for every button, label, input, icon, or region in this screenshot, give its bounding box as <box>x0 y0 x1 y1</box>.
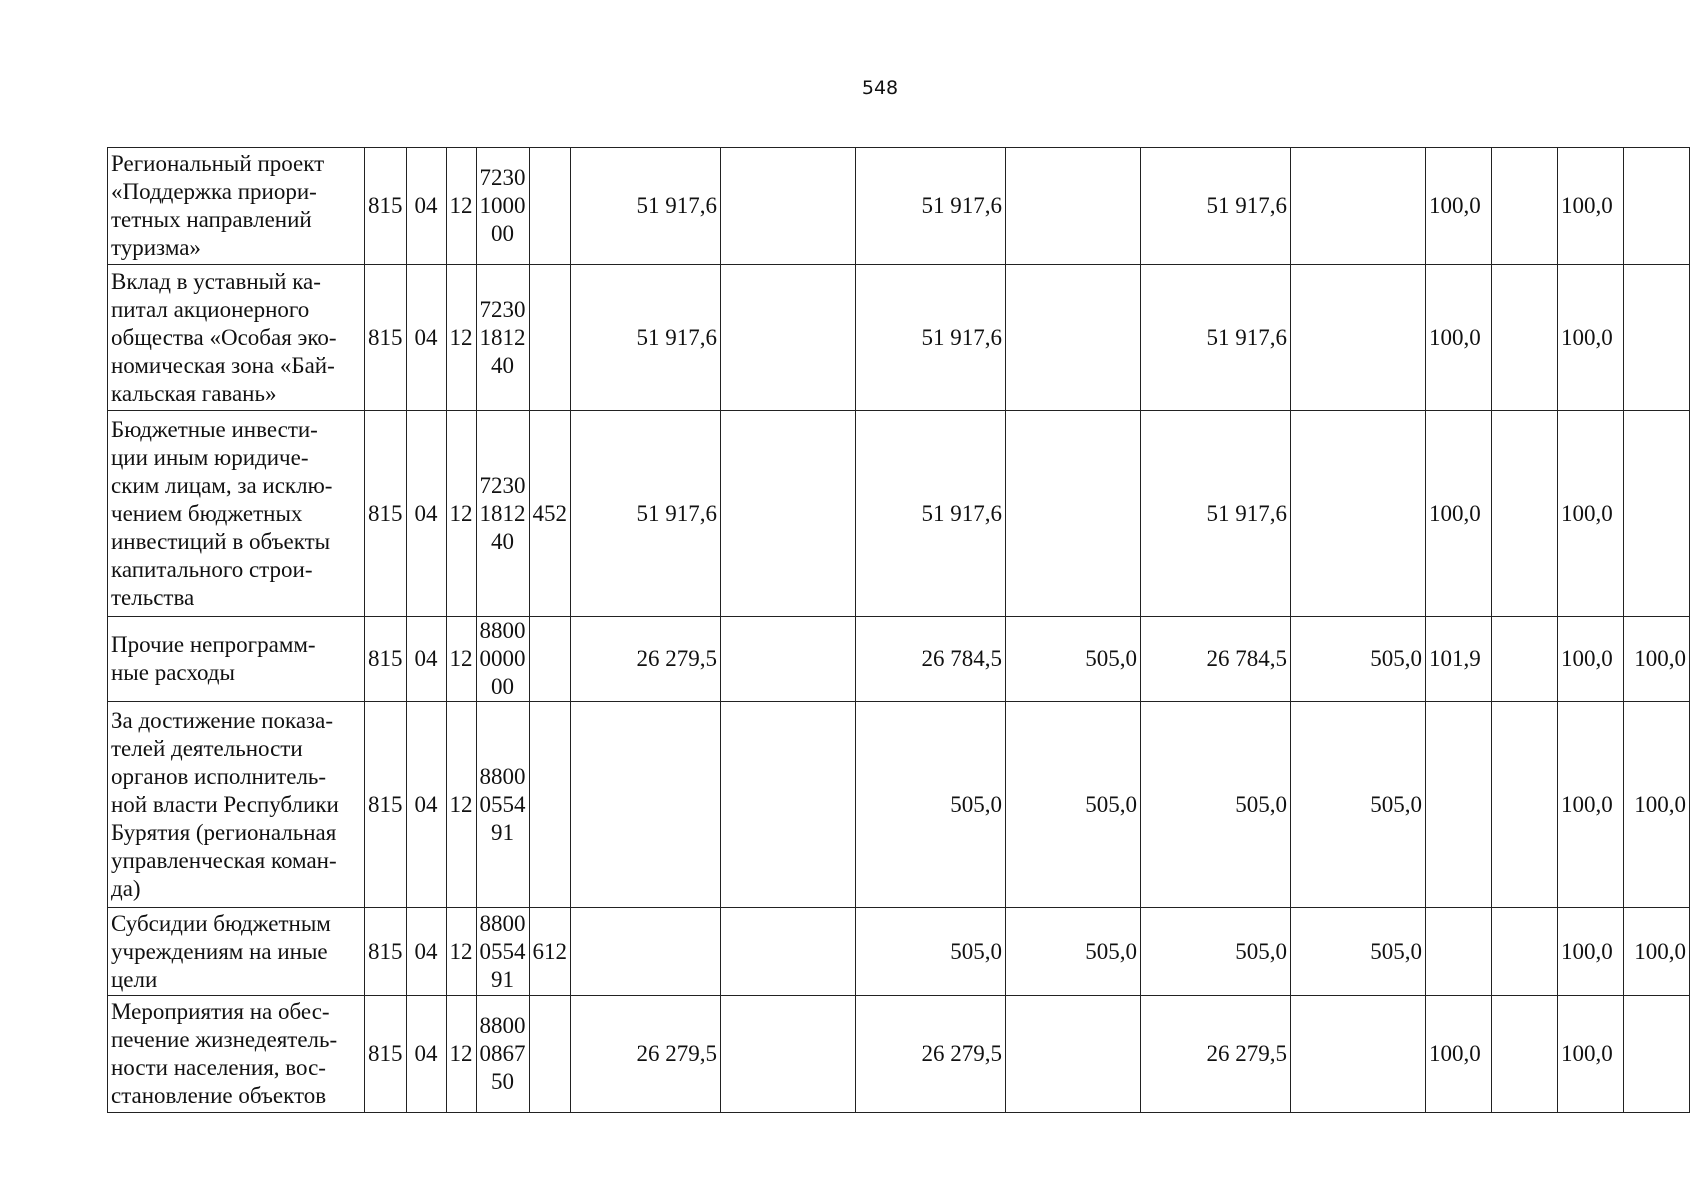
row-name-line: Субсидии бюджетным <box>111 910 331 936</box>
amount-4 <box>1006 996 1141 1113</box>
row-name-line: ским лицам, за исклю- <box>111 472 333 498</box>
amount-3: 505,0 <box>856 908 1006 996</box>
percent-2 <box>1492 908 1558 996</box>
row-name <box>108 908 365 996</box>
percent-2 <box>1492 265 1558 411</box>
code-csr <box>476 617 529 702</box>
percent-3: 100,0 <box>1558 908 1624 996</box>
code-csr-line: 00 <box>491 221 514 246</box>
percent-4 <box>1624 411 1690 617</box>
amount-5: 26 279,5 <box>1141 996 1291 1113</box>
amount-1 <box>571 908 721 996</box>
amount-6 <box>1291 996 1426 1113</box>
row-name-line: ности населения, вос- <box>111 1055 326 1080</box>
amount-2 <box>721 702 856 908</box>
code-gr: 815 <box>365 148 407 265</box>
amount-3: 51 917,6 <box>856 265 1006 411</box>
percent-2 <box>1492 148 1558 265</box>
row-name-line: органов исполнитель- <box>111 763 327 789</box>
code-pr: 12 <box>446 617 476 702</box>
budget-table <box>107 147 1690 1113</box>
row-name-line: Прочие непрограмм- <box>111 632 316 657</box>
row-name-line: учреждениям на иные <box>111 938 328 964</box>
percent-2 <box>1492 617 1558 702</box>
row-name-line: цели <box>111 966 158 992</box>
row-name-line: питал акционерного <box>111 296 310 322</box>
code-pr: 12 <box>446 148 476 265</box>
amount-1: 26 279,5 <box>571 617 721 702</box>
row-name-line: ной власти Республики <box>111 791 339 817</box>
percent-3: 100,0 <box>1558 411 1624 617</box>
row-name <box>108 148 365 265</box>
row-name <box>108 265 365 411</box>
code-gr: 815 <box>365 617 407 702</box>
table-row <box>108 908 1690 996</box>
amount-1: 51 917,6 <box>571 411 721 617</box>
amount-3: 505,0 <box>856 702 1006 908</box>
row-name-line: тельства <box>111 584 195 610</box>
code-csr-line: 7230 <box>479 165 526 190</box>
row-name-line: Вклад в уставный ка- <box>111 268 321 294</box>
row-name-line: Бурятия (региональная <box>111 819 337 845</box>
row-name <box>108 411 365 617</box>
amount-2 <box>721 148 856 265</box>
table-row <box>108 617 1690 702</box>
code-csr <box>476 908 529 996</box>
code-rz: 04 <box>406 411 446 617</box>
code-csr-line: 91 <box>491 966 514 992</box>
code-rz: 04 <box>406 617 446 702</box>
code-vr: 452 <box>529 411 571 617</box>
code-csr-line: 1812 <box>479 324 526 350</box>
amount-1: 51 917,6 <box>571 265 721 411</box>
row-name-line: управленческая коман- <box>111 847 337 873</box>
code-csr-line: 1812 <box>479 500 526 526</box>
code-csr <box>476 265 529 411</box>
percent-2 <box>1492 411 1558 617</box>
amount-3: 51 917,6 <box>856 411 1006 617</box>
amount-3: 51 917,6 <box>856 148 1006 265</box>
row-name-line: чением бюджетных <box>111 500 303 526</box>
percent-1: 101,9 <box>1426 617 1492 702</box>
row-name-line: становление объектов <box>111 1083 327 1108</box>
percent-1 <box>1426 908 1492 996</box>
percent-3: 100,0 <box>1558 148 1624 265</box>
amount-2 <box>721 996 856 1113</box>
row-name-line: ные расходы <box>111 660 235 685</box>
code-csr <box>476 702 529 908</box>
percent-4 <box>1624 996 1690 1113</box>
row-name-line: общества «Особая эко- <box>111 324 337 350</box>
percent-3: 100,0 <box>1558 702 1624 908</box>
amount-1: 26 279,5 <box>571 996 721 1113</box>
amount-2 <box>721 265 856 411</box>
row-name <box>108 996 365 1113</box>
code-rz: 04 <box>406 908 446 996</box>
row-name-line: За достижение показа- <box>111 707 333 733</box>
row-name-line: «Поддержка приори- <box>111 179 317 204</box>
code-csr-line: 8800 <box>479 618 526 643</box>
code-csr-line: 8800 <box>479 910 526 936</box>
code-csr <box>476 411 529 617</box>
amount-4: 505,0 <box>1006 617 1141 702</box>
amount-6 <box>1291 265 1426 411</box>
row-name-line: ции иным юридиче- <box>111 444 309 470</box>
amount-5: 26 784,5 <box>1141 617 1291 702</box>
amount-5: 51 917,6 <box>1141 265 1291 411</box>
code-vr: 612 <box>529 908 571 996</box>
amount-6 <box>1291 411 1426 617</box>
amount-4: 505,0 <box>1006 908 1141 996</box>
code-pr: 12 <box>446 411 476 617</box>
amount-2 <box>721 411 856 617</box>
code-csr <box>476 996 529 1113</box>
amount-2 <box>721 908 856 996</box>
row-name-line: кальская гавань» <box>111 380 277 406</box>
code-csr-line: 8800 <box>479 1013 526 1038</box>
percent-3: 100,0 <box>1558 265 1624 411</box>
percent-3: 100,0 <box>1558 617 1624 702</box>
code-csr-line: 0554 <box>479 791 526 817</box>
code-csr-line: 50 <box>491 1069 514 1094</box>
row-name-line: Региональный проект <box>111 151 325 176</box>
code-csr-line: 40 <box>491 528 514 554</box>
row-name-line: Мероприятия на обес- <box>111 999 330 1024</box>
percent-1: 100,0 <box>1426 996 1492 1113</box>
amount-1 <box>571 702 721 908</box>
amount-3: 26 784,5 <box>856 617 1006 702</box>
percent-1 <box>1426 702 1492 908</box>
row-name-line: туризма» <box>111 235 201 260</box>
percent-1: 100,0 <box>1426 148 1492 265</box>
code-csr-line: 0554 <box>479 938 526 964</box>
code-csr-line: 8800 <box>479 763 526 789</box>
code-rz: 04 <box>406 148 446 265</box>
percent-3: 100,0 <box>1558 996 1624 1113</box>
percent-4 <box>1624 265 1690 411</box>
code-csr-line: 1000 <box>479 193 526 218</box>
amount-6 <box>1291 148 1426 265</box>
amount-4 <box>1006 148 1141 265</box>
amount-4 <box>1006 411 1141 617</box>
amount-5: 51 917,6 <box>1141 148 1291 265</box>
code-csr-line: 91 <box>491 819 514 845</box>
amount-6: 505,0 <box>1291 617 1426 702</box>
code-vr <box>529 148 571 265</box>
code-csr-line: 0000 <box>479 646 526 671</box>
amount-5: 51 917,6 <box>1141 411 1291 617</box>
percent-1: 100,0 <box>1426 265 1492 411</box>
code-vr <box>529 617 571 702</box>
code-csr-line: 0867 <box>479 1041 526 1066</box>
code-pr: 12 <box>446 265 476 411</box>
code-gr: 815 <box>365 265 407 411</box>
table-row <box>108 996 1690 1113</box>
code-vr <box>529 702 571 908</box>
percent-4: 100,0 <box>1624 702 1690 908</box>
row-name-line: номическая зона «Бай- <box>111 352 335 378</box>
code-rz: 04 <box>406 265 446 411</box>
code-gr: 815 <box>365 908 407 996</box>
code-csr-line: 7230 <box>479 296 526 322</box>
amount-6: 505,0 <box>1291 702 1426 908</box>
percent-2 <box>1492 996 1558 1113</box>
amount-5: 505,0 <box>1141 908 1291 996</box>
amount-1: 51 917,6 <box>571 148 721 265</box>
row-name-line: Бюджетные инвести- <box>111 416 318 442</box>
percent-1: 100,0 <box>1426 411 1492 617</box>
row-name <box>108 617 365 702</box>
table-row <box>108 265 1690 411</box>
code-pr: 12 <box>446 908 476 996</box>
percent-4: 100,0 <box>1624 908 1690 996</box>
row-name-line: телей деятельности <box>111 735 303 761</box>
percent-2 <box>1492 702 1558 908</box>
code-csr-line: 7230 <box>479 472 526 498</box>
page-number: 548 <box>861 77 899 99</box>
row-name-line: печение жизнедеятель- <box>111 1027 338 1052</box>
percent-4: 100,0 <box>1624 617 1690 702</box>
code-gr: 815 <box>365 411 407 617</box>
code-csr-line: 40 <box>491 352 514 378</box>
table-body <box>108 148 1690 1113</box>
row-name-line: тетных направлений <box>111 207 312 232</box>
code-vr <box>529 265 571 411</box>
code-rz: 04 <box>406 702 446 908</box>
code-gr: 815 <box>365 996 407 1113</box>
row-name <box>108 702 365 908</box>
code-pr: 12 <box>446 996 476 1113</box>
row-name-line: капитального строи- <box>111 556 313 582</box>
amount-3: 26 279,5 <box>856 996 1006 1113</box>
row-name-line: да) <box>111 875 141 901</box>
amount-4: 505,0 <box>1006 702 1141 908</box>
code-pr: 12 <box>446 702 476 908</box>
amount-2 <box>721 617 856 702</box>
amount-6: 505,0 <box>1291 908 1426 996</box>
code-gr: 815 <box>365 702 407 908</box>
code-rz: 04 <box>406 996 446 1113</box>
table-row <box>108 148 1690 265</box>
table-row <box>108 411 1690 617</box>
percent-4 <box>1624 148 1690 265</box>
amount-4 <box>1006 265 1141 411</box>
code-vr <box>529 996 571 1113</box>
amount-5: 505,0 <box>1141 702 1291 908</box>
row-name-line: инвестиций в объекты <box>111 528 331 554</box>
code-csr-line: 00 <box>491 674 514 699</box>
code-csr <box>476 148 529 265</box>
table-row <box>108 702 1690 908</box>
